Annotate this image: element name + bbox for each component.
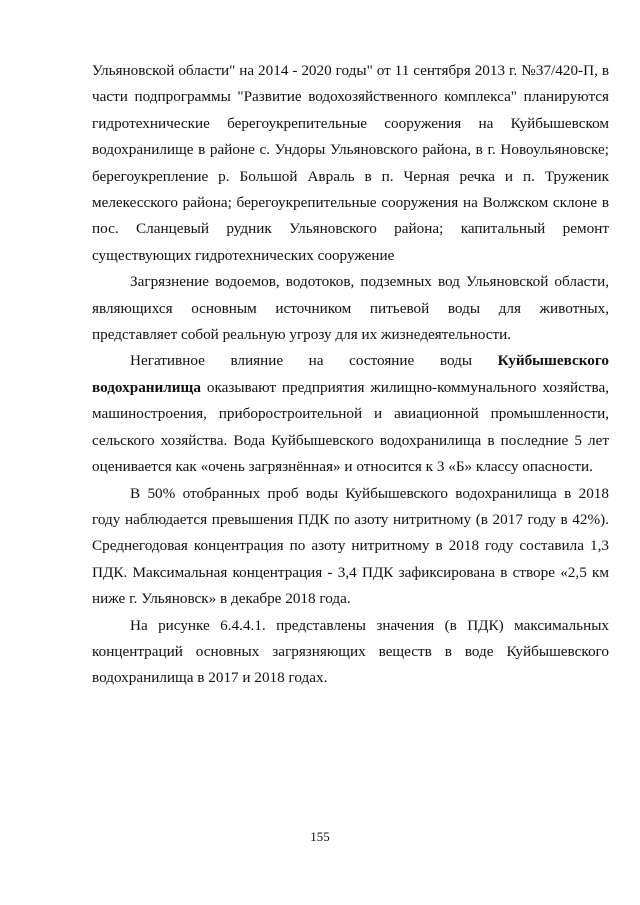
paragraph-figure-reference: На рисунке 6.4.4.1. представлены значения (в ПДК) максимальных концентраций основных загрязняющих веществ в воде Куйбышевского водохранилища в 2017 и 2018 годах. bbox=[92, 616, 609, 687]
page-number: 155 bbox=[310, 829, 330, 844]
paragraph-text-after: оказывают предприятия жилищно-коммунального хозяйства, машиностроения, приборостроительной и авиационной промышленности, сельского хозяйства. Вода Куйбышевского водохранилища в последние 5 лет оценивается как «очень загрязнённая» и относится к 3 «Б» классу опасности. bbox=[92, 378, 609, 476]
paragraph-text-before: Негативное влияние на состояние воды bbox=[130, 352, 498, 370]
paragraph-continuation: Ульяновской области" на 2014 - 2020 годы" от 11 сентября 2013 г. №37/420-П, в части подпрограммы "Развитие водохозяйственного комплекса" планируются гидротехнические берегоукрепительные сооружения на Куйбышевском водохранилище в районе с. Ундоры Ульяновского района, в г. Новоульяновске; берегоукрепление р. Большой Авраль в п. Черная речка и п. Труженик мелекесского района; берегоукрепительные сооружения на Волжском склоне в пос. Сланцевый рудник Ульяновского района; капитальный ремонт существующих гидротехнических сооружение bbox=[92, 62, 609, 264]
bold-reservoir-name: Куйбышевского водохранилища bbox=[92, 352, 609, 396]
paragraph-samples: В 50% отобранных проб воды Куйбышевского водохранилища в 2018 году наблюдается превышения ПДК по азоту нитритному (в 2017 году в 42%). Среднегодовая концентрация по азоту нитритному в 2018 году составила 1,3 ПДК. Максимальная концентрация - 3,4 ПДК зафиксирована в створе «2,5 км ниже г. Ульяновск» в декабре 2018 года. bbox=[92, 484, 609, 608]
paragraph-water-pollution: Загрязнение водоемов, водотоков, подземных вод Ульяновской области, являющихся основным источником питьевой воды для животных, представляет собой реальную угрозу для их жизнедеятельности. bbox=[92, 273, 609, 344]
body-text bbox=[92, 58, 609, 692]
paragraph-negative-impact bbox=[92, 348, 609, 480]
